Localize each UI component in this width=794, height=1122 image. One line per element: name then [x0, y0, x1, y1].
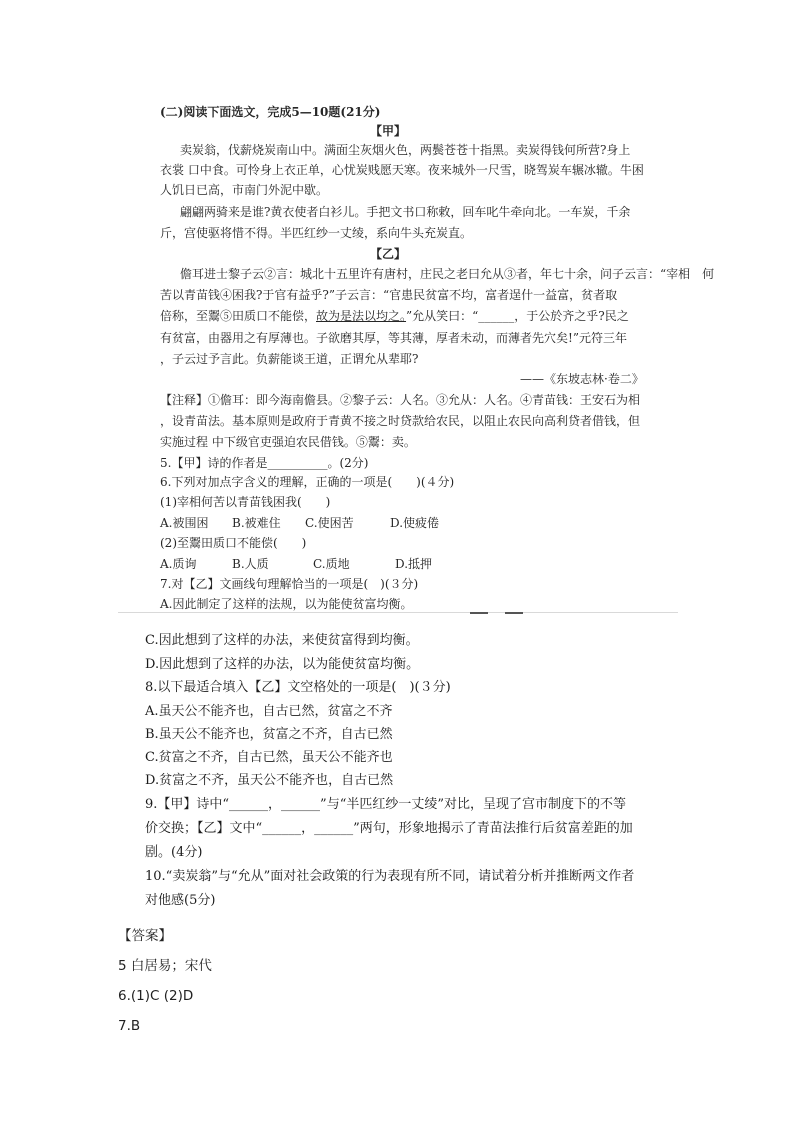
question-8: 8.以下最适合填入【乙】文空格处的一项是( )(３分): [145, 680, 451, 695]
question-5: 5.【甲】诗的作者是__________。(2分): [160, 456, 369, 470]
option: D.抵押: [395, 557, 433, 571]
scan-mark: [505, 612, 523, 614]
jia-line: 卖炭翁，伐薪烧炭南山中。满面尘灰烟火色，两鬓苍苍十指黑。卖炭得钱何所营?身上: [180, 143, 631, 157]
question-9: 9.【甲】诗中“______，______”与“半匹红纱一丈绫”对比，呈现了宫市制度下的不等: [145, 797, 626, 812]
jia-line: 衣裳 口中食。可怜身上衣正单，心忧炭贱愿天寒。夜来城外一尺雪，晓驾炭车辗冰辙。牛困: [160, 163, 644, 177]
question-10: 10.“卖炭翁”与“允从”面对社会政策的行为表现有所不同，请试着分析并推断两文作者: [145, 869, 635, 884]
option: D.贫富之不齐，虽天公不能齐也，自古已然: [145, 773, 394, 788]
scan-edge-divider: [118, 612, 678, 613]
note-line: 实施过程 中下级官吏强迫农民借钱。⑤鬻：卖。: [160, 435, 416, 449]
option: A.被围困: [160, 516, 209, 530]
option: B.被难住: [232, 516, 281, 530]
yi-heading: 【乙】: [370, 247, 407, 261]
jia-line: 斤，宫使驱将惜不得。半匹红纱一丈绫，系向牛头充炭直。: [160, 226, 473, 240]
section-heading: (二)阅读下面选文，完成5—10题(21分): [160, 105, 381, 119]
underlined-sentence: 故为是法以均之。: [316, 309, 407, 323]
option: C.因此想到了这样的办法，来使贫富得到均衡。: [145, 633, 419, 648]
question-9: 价交换；【乙】文中“______，______”两句，形象地揭示了青苗法推行后贫富差距的加: [145, 821, 633, 836]
jia-heading: 【甲】: [370, 124, 407, 138]
option: C.质地: [313, 557, 350, 571]
yi-text: 倍称，至鬻⑤田质口不能偿，: [160, 309, 317, 323]
option: A.虽天公不能齐也，自古已然，贫富之不齐: [145, 704, 393, 719]
answer-heading: 【答案】: [118, 928, 172, 944]
yi-line: 苦以青苗钱④困我?于官有益乎?”子云言：“官患民贫富不均，富者逞什一益富，贫者取: [160, 288, 618, 302]
answer-5: 5 白居易；宋代: [118, 958, 212, 974]
question-6-2: (2)至鬻田质口不能偿( ): [160, 536, 307, 550]
yi-line-with-underline: [160, 308, 629, 324]
option: A.因此制定了这样的法规，以为能使贫富均衡。: [160, 597, 413, 611]
yi-line: 儋耳进士黎子云②言：城北十五里许有唐村，庄民之老曰允从③者，年七十余，问子云言：“宰相 何: [180, 267, 715, 281]
scan-mark: [470, 612, 488, 614]
question-7: 7.对【乙】文画线句理解恰当的一项是( )(３分): [160, 577, 419, 591]
note-line: ，设青苗法。基本原则是政府于青黄不接之时贷款给农民，以阻止农民向高利贷者借钱，但: [160, 414, 641, 428]
answer-7: 7.B: [118, 1018, 141, 1034]
answer-6: 6.(1)C (2)D: [118, 988, 194, 1004]
option: A.质询: [160, 557, 197, 571]
option: D.使疲倦: [390, 516, 440, 530]
question-6: 6.下列对加点字含义的理解，正确的一项是( )(４分): [160, 475, 455, 489]
source-citation: ——《东坡志林·卷二》: [520, 372, 644, 386]
yi-line: 有贫富，由器用之有厚薄也。子欲磨其厚，等其薄，厚者未动，而薄者先穴矣!”元符三年: [160, 331, 627, 345]
option: B.虽天公不能齐也，贫富之不齐，自古已然: [145, 727, 393, 742]
option: C.贫富之不齐，自古已然，虽天公不能齐也: [145, 750, 393, 765]
yi-line: ，子云过予言此。负薪能谈王道，正谓允从辈耶?: [160, 352, 419, 366]
yi-text: ”允从笑曰：“______，于公於齐之乎?民之: [406, 309, 629, 323]
question-6-1: (1)宰相何苦以青苗钱困我( ): [160, 495, 331, 509]
option: C.使困苦: [305, 516, 354, 530]
question-10: 对他感(5分): [145, 893, 216, 908]
jia-line: 翩翩两骑来是谁?黄衣使者白衫儿。手把文书口称敕，回车叱牛牵向北。一车炭，千余: [180, 205, 631, 219]
jia-line: 人饥日已高，市南门外泥中歇。: [160, 183, 329, 197]
question-9: 剧。(4分): [145, 845, 203, 860]
option: D.因此想到了这样的办法，以为能使贫富均衡。: [145, 657, 420, 672]
option: B.人质: [232, 557, 269, 571]
note-line: 【注释】①儋耳：即今海南儋县。②黎子云：人名。③允从：人名。④青苗钱：王安石为相: [160, 393, 641, 407]
